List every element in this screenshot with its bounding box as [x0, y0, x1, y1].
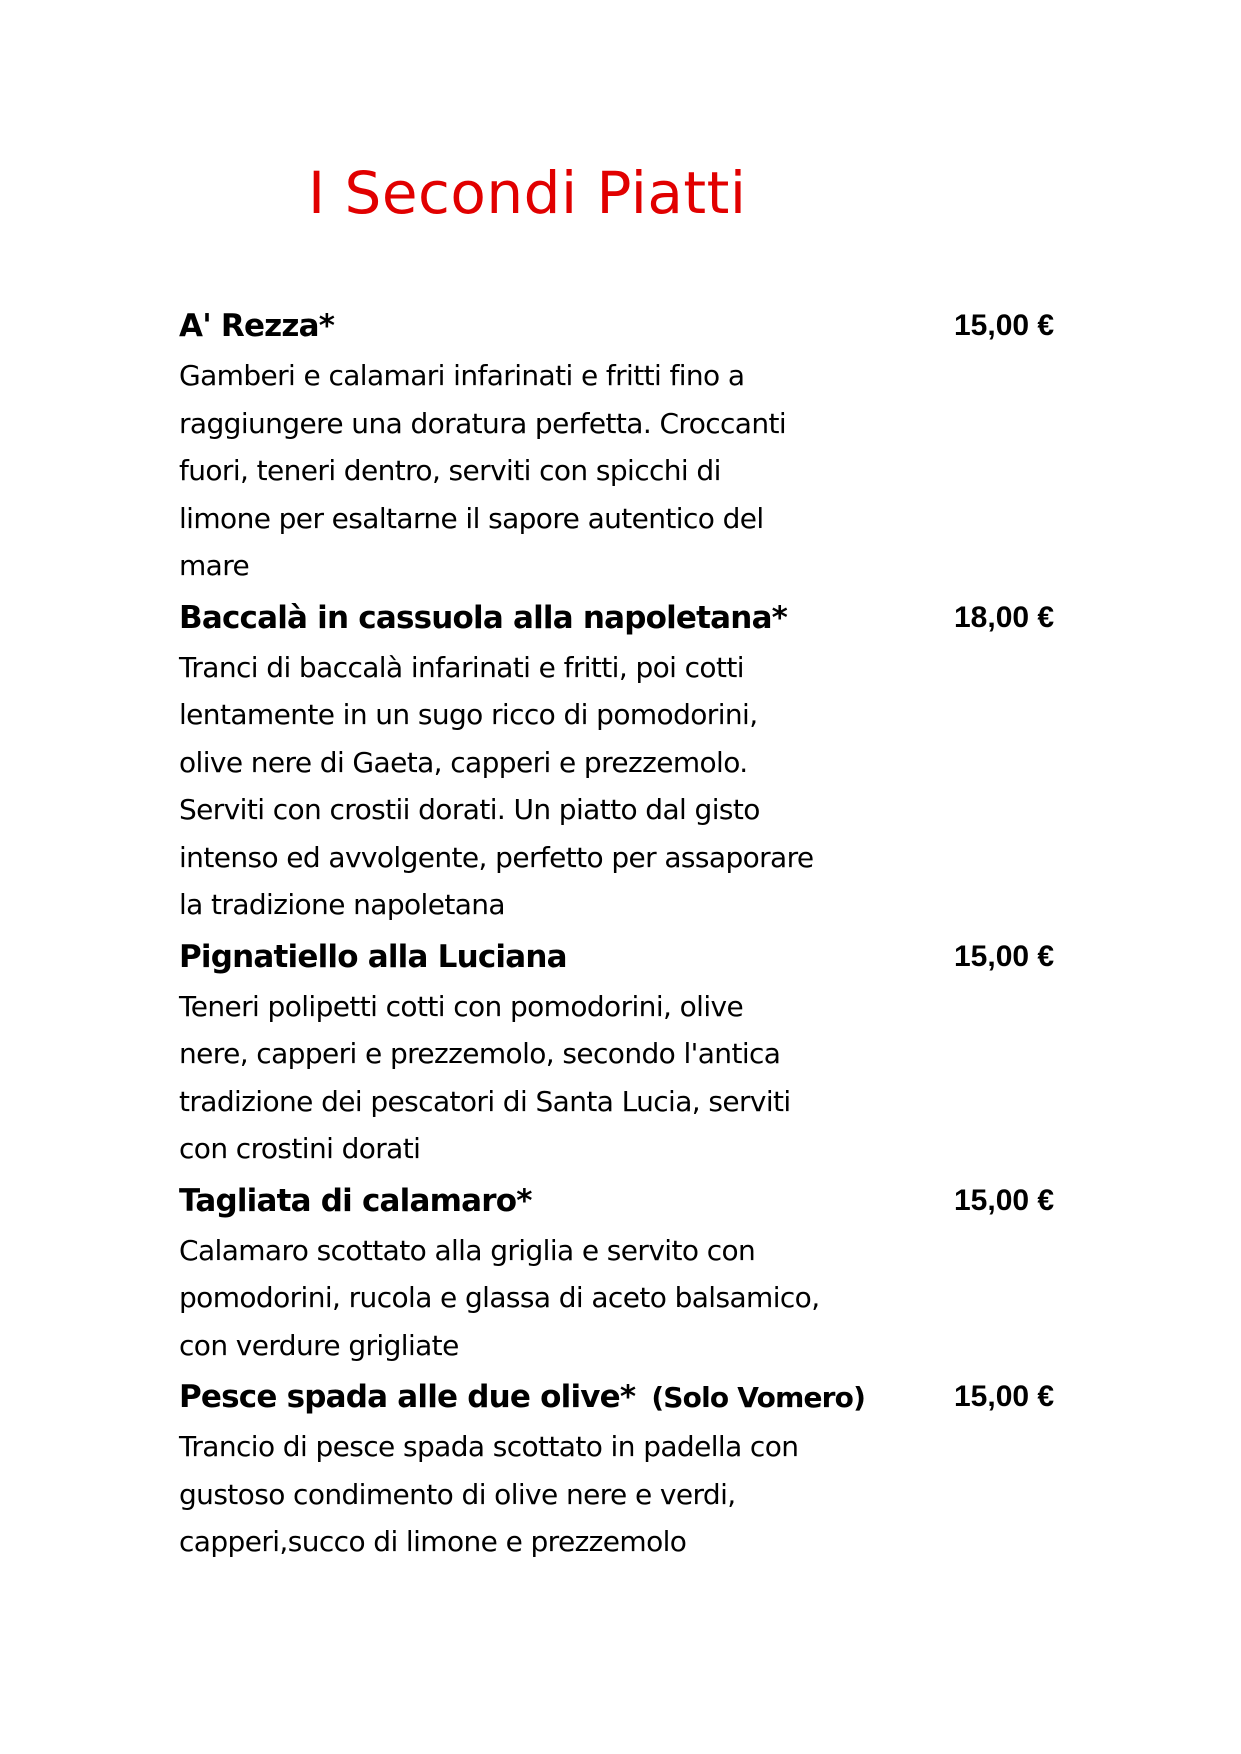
item-name: Tagliata di calamaro*	[179, 1182, 532, 1219]
menu-item-a-rezza	[179, 300, 1079, 592]
item-description: Gamberi e calamari infarinati e fritti fino a raggiungere una doratura perfetta. Croccanti fuori, teneri dentro, serviti con spicchi di limone per esaltarne il sapore autentico del mare	[179, 359, 787, 582]
item-note: (Solo Vomero)	[651, 1381, 866, 1414]
page-title: I Secondi Piatti	[308, 159, 747, 227]
item-price: 18,00 €	[954, 600, 1055, 634]
item-price: 15,00 €	[954, 309, 1055, 342]
menu-item-tagliata	[179, 1175, 1079, 1372]
item-name: Baccalà in cassuola alla napoletana*	[179, 599, 788, 636]
menu-item-pesce-spada	[179, 1371, 1079, 1568]
item-price: 15,00 €	[954, 1183, 1055, 1217]
item-description: Tranci di baccalà infarinati e fritti, poi cotti lentamente in un sugo ricco di pomodorini, olive nere di Gaeta, capperi e prezzemolo. Serviti con crostii dorati. Un piatto dal gisto intenso ed avvolgente, perfetto per assaporare la tradizione napoletana	[179, 650, 814, 921]
item-name: Pesce spada alle due olive* (Solo Vomero)	[179, 1379, 866, 1415]
item-description: Teneri polipetti cotti con pomodorini, olive nere, capperi e prezzemolo, secondo l'antica tradizione dei pescatori di Santa Lucia, serviti con crostini dorati	[179, 989, 791, 1165]
menu-item-pignatiello	[179, 931, 1079, 1175]
item-description: Trancio di pesce spada scottato in padella con gustoso condimento di olive nere e verdi, capperi,succo di limone e prezzemolo	[179, 1430, 799, 1558]
item-name: A' Rezza*	[179, 308, 335, 344]
item-price: 15,00 €	[954, 939, 1055, 973]
menu-list	[179, 300, 1079, 1568]
menu-item-baccala	[179, 592, 1079, 931]
item-price: 15,00 €	[954, 1380, 1055, 1413]
item-description: Calamaro scottato alla griglia e servito con pomodorini, rucola e glassa di aceto balsamico, con verdure grigliate	[179, 1233, 820, 1362]
item-name: Pignatiello alla Luciana	[179, 938, 567, 975]
